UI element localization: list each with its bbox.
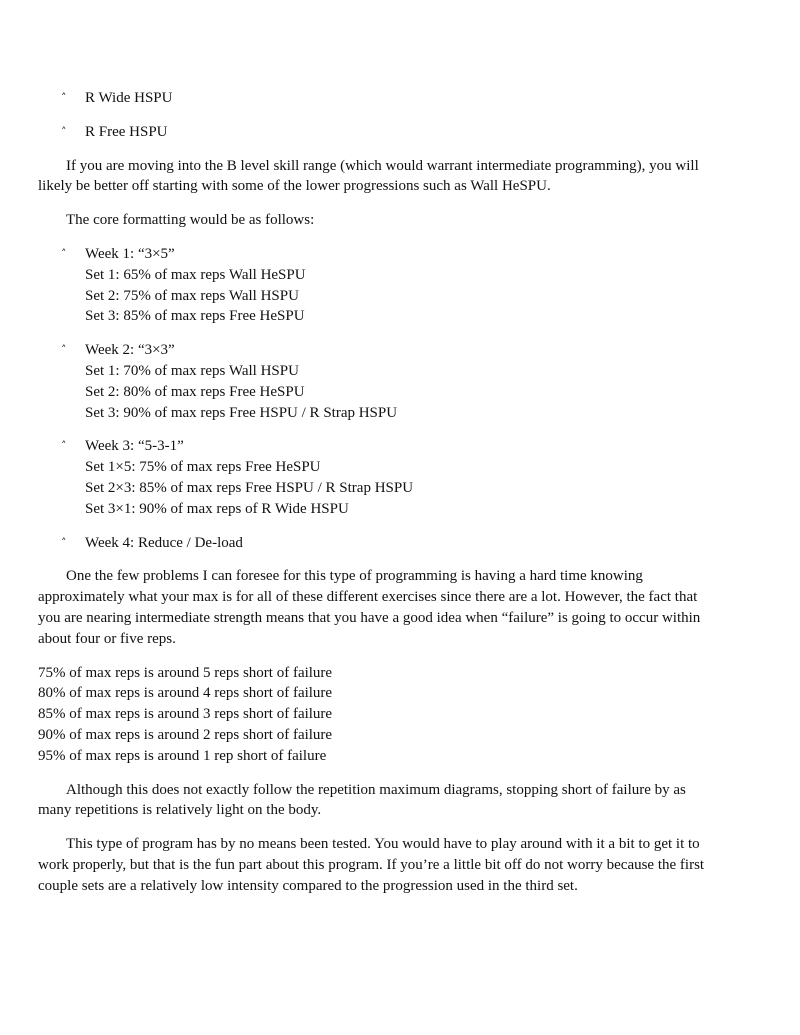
set-line: Set 2: 80% of max reps Free HeSPU xyxy=(85,383,305,400)
failure-line: 90% of max reps is around 2 reps short of failure xyxy=(38,726,333,743)
failure-line: 85% of max reps is around 3 reps short of failure xyxy=(38,706,333,723)
paragraph-problems: One the few problems I can foresee for this type of programming is having a hard time knowing approximately what your max is for all of these different exercises since there are a lot. However, the fact that you are nearing intermediate strength means that you have a good idea when “failure” is going to occur within about four or five reps. xyxy=(38,568,701,647)
set-line: Set 2×3: 85% of max reps Free HSPU / R Strap HSPU xyxy=(85,479,414,496)
bullet-text: R Wide HSPU xyxy=(85,90,173,106)
failure-line: 75% of max reps is around 5 reps short of failure xyxy=(38,664,333,681)
week-item xyxy=(38,533,718,554)
week-title: Week 1: “3×5” xyxy=(85,245,175,262)
bullet-item xyxy=(38,88,718,109)
week-item xyxy=(38,340,718,423)
set-line: Set 1: 70% of max reps Wall HSPU xyxy=(85,362,299,379)
failure-line: 80% of max reps is around 4 reps short of failure xyxy=(38,685,333,702)
paragraph-although: Although this does not exactly follow the repetition maximum diagrams, stopping short of failure by as many repetitions is relatively light on the body. xyxy=(38,781,686,819)
paragraph-closing: This type of program has by no means been tested. You would have to play around with it a bit to get it to work properly, but that is the fun part about this program. If you’re a little bit off do not worry because the first couple sets are a relatively low intensity compared to the progression used in the third set. xyxy=(38,836,705,894)
paragraph-intro: If you are moving into the B level skill range (which would warrant intermediate programming), you will likely be better off starting with some of the lower progressions such as Wall HeSPU. xyxy=(38,157,699,195)
paragraph-core: The core formatting would be as follows: xyxy=(66,212,315,229)
week-title: Week 2: “3×3” xyxy=(85,342,175,359)
week-item xyxy=(38,244,718,327)
week-title: Week 4: Reduce / De-load xyxy=(85,534,243,551)
document-page xyxy=(38,88,718,897)
bullet-icon: ˄ xyxy=(61,246,67,260)
set-line: Set 1: 65% of max reps Wall HeSPU xyxy=(85,266,306,283)
set-line: Set 1×5: 75% of max reps Free HeSPU xyxy=(85,459,321,476)
bullet-item xyxy=(38,122,718,143)
week-item xyxy=(38,436,718,519)
bullet-icon: ˄ xyxy=(61,343,67,357)
set-line: Set 2: 75% of max reps Wall HSPU xyxy=(85,287,299,304)
failure-line: 95% of max reps is around 1 rep short of failure xyxy=(38,747,327,764)
bullet-icon: ˄ xyxy=(61,439,67,453)
bullet-text: R Free HSPU xyxy=(85,123,168,140)
bullet-icon: ˄ xyxy=(61,124,67,138)
set-line: Set 3: 85% of max reps Free HeSPU xyxy=(85,308,305,325)
bullet-icon: ˄ xyxy=(61,535,67,549)
failure-list xyxy=(38,663,718,767)
set-line: Set 3×1: 90% of max reps of R Wide HSPU xyxy=(85,500,349,517)
bullet-icon: ˄ xyxy=(61,91,67,104)
set-line: Set 3: 90% of max reps Free HSPU / R Strap HSPU xyxy=(85,404,398,421)
week-title: Week 3: “5-3-1” xyxy=(85,438,184,455)
